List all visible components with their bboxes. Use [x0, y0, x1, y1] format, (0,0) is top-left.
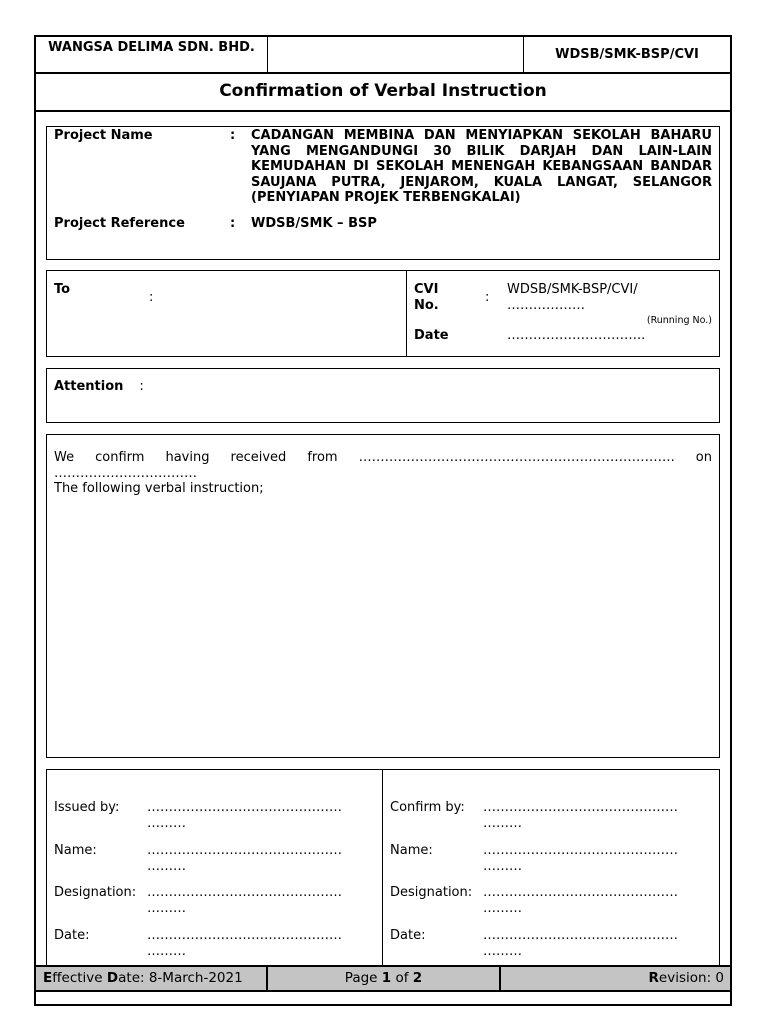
running-number-note: (Running No.): [646, 315, 712, 326]
revision-rest: evision: 0: [658, 970, 724, 986]
revision-r: R: [648, 970, 659, 986]
date-label: Date:: [390, 928, 426, 943]
to-field[interactable]: [47, 271, 407, 356]
document-title: Confirmation of Verbal Instruction: [34, 73, 732, 112]
project-name-colon: :: [230, 128, 236, 143]
signature-section: [46, 769, 720, 969]
instruction-intro: The following verbal instruction;: [54, 481, 264, 496]
dots: ………: [483, 943, 522, 959]
designation-label: Designation:: [54, 885, 137, 900]
dots: ………: [483, 858, 522, 874]
page-total: 2: [412, 970, 423, 986]
attention-label: Attention: [54, 379, 124, 394]
word-having: having: [165, 450, 210, 465]
word-confirm: confirm: [95, 450, 145, 465]
issuer-column: [47, 770, 383, 969]
recipient-box: [46, 270, 720, 357]
to-colon: :: [149, 290, 154, 305]
project-reference-label: Project Reference: [54, 215, 185, 231]
confirm-by-field[interactable]: [390, 800, 710, 831]
effective-d: D: [106, 970, 119, 986]
date-label: Date: [414, 328, 449, 343]
project-name-label: Project Name: [54, 128, 153, 143]
confirm-by-label: Confirm by:: [390, 800, 465, 815]
dots: ………………………………………: [483, 843, 678, 858]
effective-e: E: [43, 970, 53, 986]
document-code: WDSB/SMK-BSP/CVI: [555, 47, 699, 62]
dots: ………………………………………: [147, 800, 342, 815]
project-reference-row: [54, 216, 712, 232]
dots: ………: [483, 900, 522, 916]
effective-mid: ffective: [52, 970, 107, 986]
cvi-number-blank: ………………: [507, 298, 585, 313]
date-label: Date:: [54, 928, 90, 943]
dots: ………: [147, 815, 186, 831]
issuer-designation-field[interactable]: [54, 885, 374, 916]
document-footer: [34, 965, 732, 992]
dots: ………………………………………: [147, 843, 342, 858]
page-number: [268, 967, 501, 990]
issuer-date-field[interactable]: [54, 928, 374, 959]
cvi-number-value[interactable]: [507, 282, 638, 314]
dots: ………………………………………: [483, 885, 678, 900]
date-value[interactable]: …………………………..: [507, 328, 646, 343]
designation-label: Designation:: [390, 885, 473, 900]
to-label: To: [54, 282, 71, 297]
attention-colon: :: [139, 379, 144, 394]
instruction-body[interactable]: [46, 434, 720, 758]
confirmer-date-field[interactable]: [390, 928, 710, 959]
dots: ………: [147, 943, 186, 959]
cvi-number-label: CVI No.: [414, 282, 439, 313]
cvi-number-prefix: WDSB/SMK-BSP/CVI/: [507, 282, 638, 297]
project-reference-colon: :: [230, 215, 236, 231]
attention-field[interactable]: [46, 368, 720, 423]
company-name: WANGSA DELIMA SDN. BHD.: [36, 37, 268, 72]
word-from: from: [307, 450, 338, 465]
word-on: on: [695, 450, 712, 465]
issued-by-label: Issued by:: [54, 800, 120, 815]
dots: ………………………………………: [147, 885, 342, 900]
confirmer-name-field[interactable]: [390, 843, 710, 874]
cvi-colon: :: [485, 290, 490, 305]
confirmer-column: [383, 770, 719, 969]
dots: ………………………………………: [483, 928, 678, 943]
confirmation-line: [54, 450, 712, 466]
effective-rest: ate: 8-March-2021: [118, 970, 243, 986]
dots: ………: [147, 900, 186, 916]
revision: [501, 967, 730, 990]
document-header: [34, 35, 732, 74]
confirmer-designation-field[interactable]: [390, 885, 710, 916]
word-received: received: [230, 450, 287, 465]
project-name-value: CADANGAN MEMBINA DAN MENYIAPKAN SEKOLAH BAHARU YANG MENGANDUNGI 30 BILIK DARJAH DAN LAIN-LAIN KEMUDAHAN DI SEKOLAH MENENGAH KEBANGSAAN BANDAR SAUJANA PUTRA, JENJAROM, KUALA LANGAT, SELANGOR (PENYIAPAN PROJEK TERBENGKALAI): [251, 128, 712, 206]
on-date-blank: ……………………………: [54, 465, 197, 481]
page-prefix: Page: [344, 970, 382, 986]
project-reference-value: WDSB/SMK – BSP: [251, 215, 377, 231]
dots: ………………………………………: [147, 928, 342, 943]
header-blank-cell: [268, 37, 524, 72]
dots: ………: [147, 858, 186, 874]
word-we: We: [54, 450, 75, 465]
name-label: Name:: [390, 843, 433, 858]
issued-by-field[interactable]: [54, 800, 374, 831]
name-label: Name:: [54, 843, 97, 858]
from-blank: ……………………………………………………………….: [358, 450, 675, 465]
page-current: 1: [381, 970, 392, 986]
effective-date: [36, 967, 268, 990]
dots: ………………………………………: [483, 800, 678, 815]
cvi-section: [407, 271, 719, 356]
dots: ………: [483, 815, 522, 831]
project-name-row: [54, 127, 712, 206]
page-of: of: [391, 970, 413, 986]
issuer-name-field[interactable]: [54, 843, 374, 874]
project-info-box: [46, 126, 720, 260]
